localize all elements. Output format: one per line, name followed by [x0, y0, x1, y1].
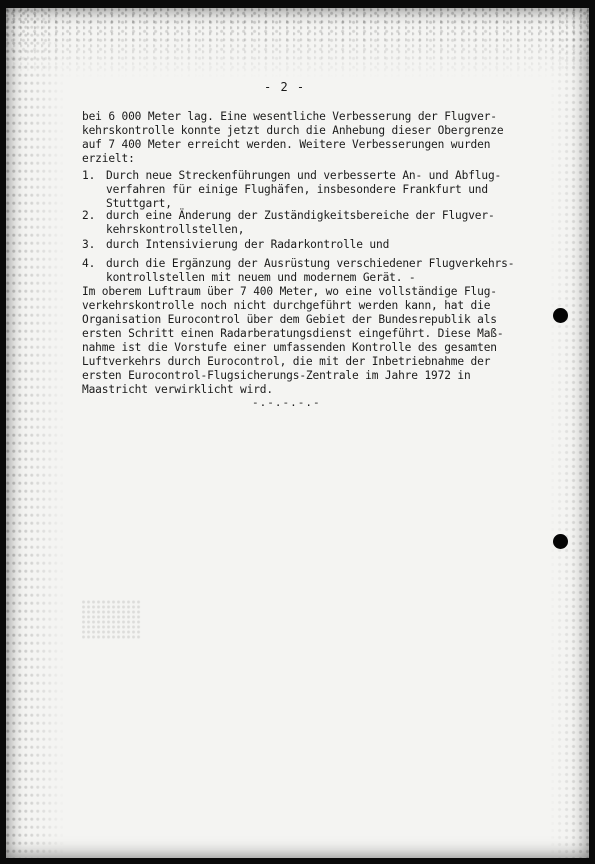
- list-item-line: Stuttgart,: [106, 197, 172, 210]
- list-item-number: 4.: [82, 257, 96, 270]
- closing-line: verkehrskontrolle noch nicht durchgeführt werden kann, hat die: [82, 299, 491, 312]
- list-item-line: durch Intensivierung der Radarkontrolle und: [106, 238, 390, 251]
- list-item-line: durch eine Änderung der Zuständigkeitsbereiche der Flugver-: [106, 209, 495, 222]
- closing-line: Luftverkehrs durch Eurocontrol, die mit der Inbetriebnahme der: [82, 355, 491, 368]
- list-item-line: kehrskontrollstellen,: [106, 223, 245, 236]
- list-item-line: kontrollstellen mit neuem und modernem Gerät. -: [106, 271, 416, 284]
- punch-hole: [553, 534, 568, 549]
- faint-bleedthrough: [82, 600, 142, 640]
- intro-line: erzielt:: [82, 152, 135, 165]
- closing-line: Im oberem Luftraum über 7 400 Meter, wo eine vollständige Flug-: [82, 285, 497, 298]
- list-item-number: 2.: [82, 209, 96, 222]
- list-item-line: verfahren für einige Flughäfen, insbesondere Frankfurt und: [106, 183, 488, 196]
- closing-line: Maastricht verwirklicht wird.: [82, 383, 273, 396]
- list-item-line: Durch neue Streckenführungen und verbesserte An- und Abflug-: [106, 169, 502, 182]
- end-mark: -.-.-.-.-: [252, 396, 321, 409]
- scan-noise-right: [549, 8, 589, 858]
- list-item-line: durch die Ergänzung der Ausrüstung verschiedener Flugverkehrs-: [106, 257, 515, 270]
- closing-line: Organisation Eurocontrol über dem Gebiet der Bundesrepublik als: [82, 313, 497, 326]
- intro-line: bei 6 000 Meter lag. Eine wesentliche Verbesserung der Flugver-: [82, 110, 497, 123]
- page-number: - 2 -: [264, 80, 306, 94]
- closing-line: nahme ist die Vorstufe einer umfassenden Kontrolle des gesamten: [82, 341, 497, 354]
- intro-line: auf 7 400 Meter erreicht werden. Weitere Verbesserungen wurden: [82, 138, 491, 151]
- punch-hole: [553, 308, 568, 323]
- intro-line: kehrskontrolle konnte jetzt durch die Anhebung dieser Obergrenze: [82, 124, 504, 137]
- list-item-number: 3.: [82, 238, 96, 251]
- closing-line: ersten Eurocontrol-Flugsicherungs-Zentrale im Jahre 1972 in: [82, 369, 471, 382]
- scan-noise-top: [6, 8, 589, 78]
- closing-line: ersten Schritt einen Radarberatungsdienst eingeführt. Diese Maß-: [82, 327, 504, 340]
- scan-noise-left: [6, 8, 66, 858]
- list-item-number: 1.: [82, 169, 96, 182]
